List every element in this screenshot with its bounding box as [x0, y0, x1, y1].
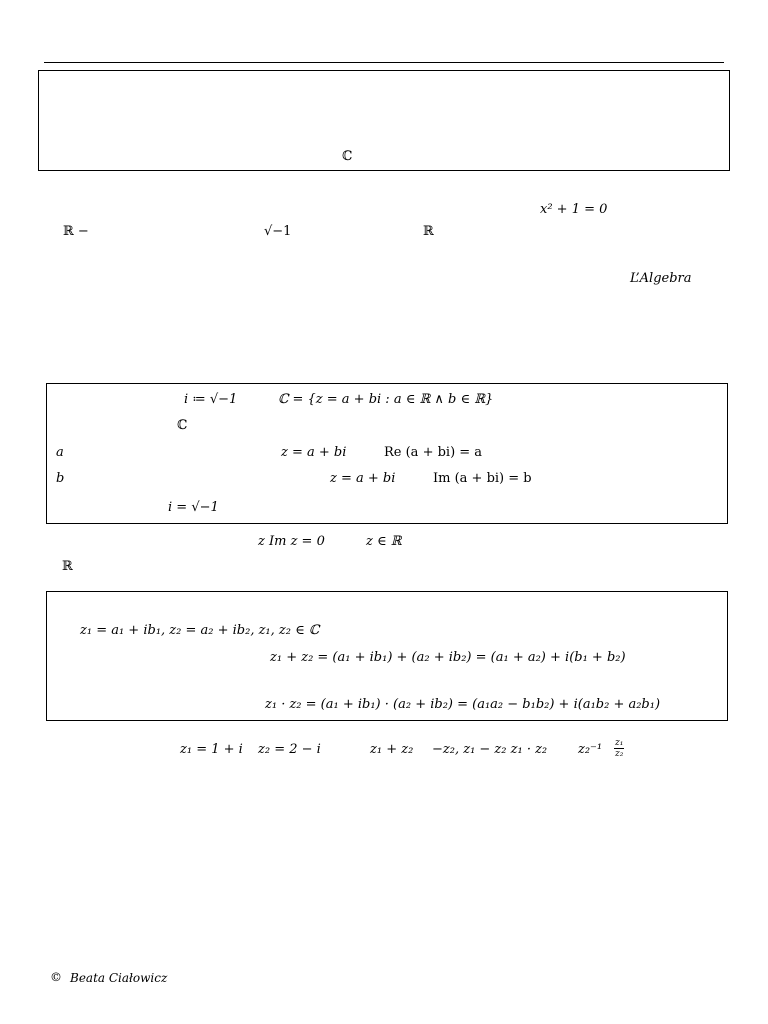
def-imaginary-part: Im (a + bi) = b: [433, 471, 532, 486]
header-box: [38, 70, 730, 171]
intro-book-title: L’Algebra: [630, 271, 692, 286]
exercise-z1: z₁ = 1 + i: [180, 742, 243, 757]
quotient-denominator: z₂: [615, 749, 624, 759]
def-z-eq-1: z = a + bi: [281, 445, 347, 460]
ops-given: z₁ = a₁ + ib₁, z₂ = a₂ + ib₂, z₁, z₂ ∈ ℂ: [80, 623, 320, 638]
intro-reals-dash: ℝ −: [63, 224, 89, 239]
def-real-part: Re (a + bi) = a: [384, 445, 483, 460]
def-complex-set: ℂ = {z = a + bi : a ∈ ℝ ∧ b ∈ ℝ}: [278, 392, 494, 407]
def-i-eq: i = √−1: [168, 500, 219, 515]
exercise-z2: z₂ = 2 − i: [258, 742, 321, 757]
ops-product: z₁ · z₂ = (a₁ + ib₁) · (a₂ + ib₂) = (a₁a₂ − b₁b₂) + i(a₁b₂ + a₂b₁): [265, 697, 661, 712]
def-a-label: a: [56, 445, 64, 460]
intro-reals: ℝ: [423, 224, 434, 239]
intro-equation: x² + 1 = 0: [540, 202, 608, 217]
header-rule: [44, 62, 724, 63]
exercise-list: −z₂, z₁ − z₂ z₁ · z₂: [432, 742, 548, 757]
exercise-quotient: [614, 738, 624, 759]
after-z-in-r: z ∈ ℝ: [366, 534, 402, 549]
def-complex-symbol: ℂ: [177, 418, 188, 433]
intro-sqrt-minus-one: √−1: [264, 224, 292, 239]
ops-sum: z₁ + z₂ = (a₁ + ib₁) + (a₂ + ib₂) = (a₁ + a₂) + i(b₁ + b₂): [270, 650, 626, 665]
exercise-inverse: z₂⁻¹: [578, 742, 603, 757]
after-reals: ℝ: [62, 559, 73, 574]
footer-author: Beata Ciałowicz: [70, 971, 168, 985]
header-complex-symbol: ℂ: [342, 149, 353, 164]
def-i: i ≔ √−1: [184, 392, 238, 407]
def-b-label: b: [56, 471, 65, 486]
exercise-sum: z₁ + z₂: [370, 742, 414, 757]
copyright-symbol: ©: [50, 970, 62, 984]
def-z-eq-2: z = a + bi: [330, 471, 396, 486]
quotient-numerator: z₁: [615, 738, 624, 748]
after-z-im: z Im z = 0: [258, 534, 325, 549]
